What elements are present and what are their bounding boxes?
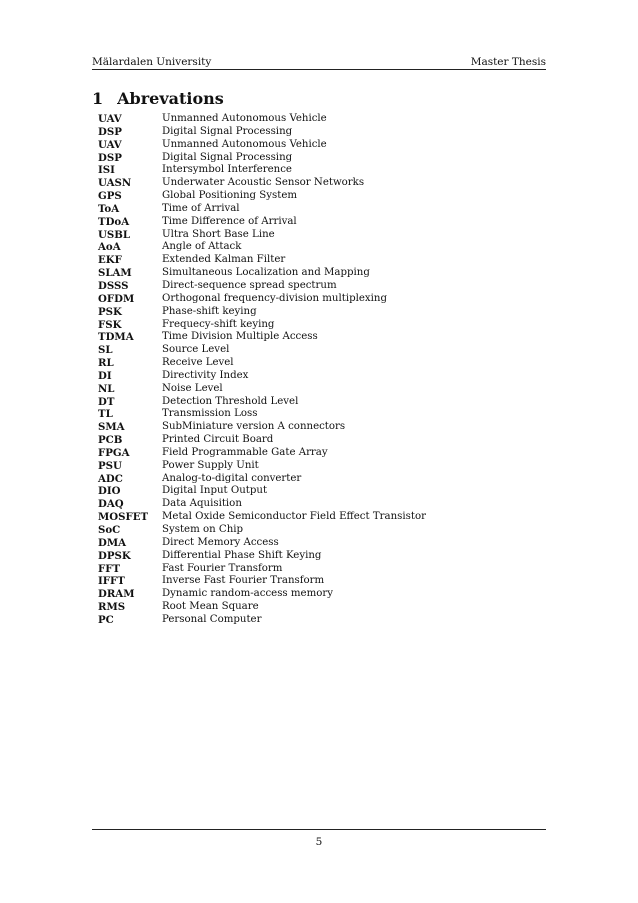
abbreviation-key: TDoA bbox=[98, 215, 130, 228]
abbreviation-row bbox=[98, 460, 426, 473]
abbreviation-definition: Inverse Fast Fourier Transform bbox=[162, 575, 325, 587]
abbreviation-key: PSK bbox=[98, 305, 122, 318]
abbreviation-definition: Noise Level bbox=[162, 382, 223, 394]
abbreviation-definition: Direct Memory Access bbox=[162, 536, 279, 548]
abbreviation-row bbox=[98, 447, 426, 460]
abbreviation-row bbox=[98, 370, 426, 383]
abbreviation-definition: System on Chip bbox=[162, 524, 244, 535]
abbreviation-row bbox=[98, 293, 426, 306]
abbreviation-key: SoC bbox=[98, 524, 121, 536]
abbreviation-key: TDMA bbox=[98, 331, 134, 344]
abbreviation-definition: Root Mean Square bbox=[162, 601, 259, 613]
page-number: 5 bbox=[315, 836, 323, 848]
abbreviation-definition: Frequecy-shift keying bbox=[162, 318, 275, 330]
abbreviation-row bbox=[98, 408, 426, 421]
abbreviation-definition: Transmission Loss bbox=[162, 408, 258, 420]
abbreviation-key: DPSK bbox=[98, 549, 131, 562]
abbreviation-list bbox=[98, 113, 426, 627]
abbreviation-key: DAQ bbox=[98, 498, 124, 511]
abbreviation-key: DSSS bbox=[98, 279, 129, 292]
abbreviation-key: DT bbox=[98, 395, 115, 408]
abbreviation-definition: Differential Phase Shift Keying bbox=[162, 549, 322, 561]
abbreviation-definition: Data Aquisition bbox=[162, 498, 242, 510]
abbreviation-key: DMA bbox=[98, 536, 127, 549]
abbreviation-row bbox=[98, 550, 426, 563]
abbreviation-definition: Time Division Multiple Access bbox=[162, 331, 318, 343]
abbreviation-definition: Power Supply Unit bbox=[162, 459, 259, 471]
abbreviation-row bbox=[98, 113, 426, 126]
abbreviation-row bbox=[98, 241, 426, 254]
abbreviation-definition: Metal Oxide Semiconductor Field Effect Transistor bbox=[162, 511, 426, 523]
abbreviation-definition: Unmanned Autonomous Vehicle bbox=[162, 113, 327, 124]
abbreviation-definition: Ultra Short Base Line bbox=[162, 228, 275, 240]
abbreviation-definition: Analog-to-digital converter bbox=[162, 472, 302, 484]
abbreviation-row bbox=[98, 216, 426, 229]
abbreviation-key: FFT bbox=[98, 562, 121, 575]
abbreviation-key: DI bbox=[98, 369, 112, 382]
abbreviation-row bbox=[98, 331, 426, 344]
abbreviation-key: GPS bbox=[98, 190, 122, 203]
abbreviation-definition: SubMiniature version A connectors bbox=[162, 421, 346, 433]
abbreviation-key: PSU bbox=[98, 459, 122, 472]
abbreviation-key: RL bbox=[98, 357, 114, 370]
section-title: Abrevations bbox=[117, 89, 224, 108]
abbreviation-key: FPGA bbox=[98, 446, 130, 459]
header-rule bbox=[92, 69, 546, 70]
abbreviation-definition: Field Programmable Gate Array bbox=[162, 446, 328, 458]
abbreviation-definition: Underwater Acoustic Sensor Networks bbox=[162, 177, 365, 189]
abbreviation-row bbox=[98, 575, 426, 588]
abbreviation-row bbox=[98, 524, 426, 537]
abbreviation-key: AoA bbox=[98, 241, 121, 254]
abbreviation-key: UAV bbox=[98, 138, 122, 151]
abbreviation-key: UASN bbox=[98, 177, 132, 190]
abbreviation-definition: Phase-shift keying bbox=[162, 305, 257, 317]
abbreviation-row bbox=[98, 203, 426, 216]
abbreviation-key: DSP bbox=[98, 125, 122, 138]
abbreviation-row bbox=[98, 319, 426, 332]
abbreviation-key: NL bbox=[98, 382, 115, 395]
abbreviation-definition: Global Positioning System bbox=[162, 190, 298, 202]
abbreviation-key: FSK bbox=[98, 318, 122, 331]
abbreviation-row bbox=[98, 126, 426, 139]
abbreviation-key: ADC bbox=[98, 472, 123, 485]
abbreviation-definition: Receive Level bbox=[162, 357, 234, 369]
abbreviation-definition: Extended Kalman Filter bbox=[162, 254, 286, 266]
abbreviation-definition: Time Difference of Arrival bbox=[162, 215, 297, 227]
abbreviation-key: SMA bbox=[98, 421, 125, 434]
page-header bbox=[92, 54, 546, 68]
abbreviation-row bbox=[98, 306, 426, 319]
abbreviation-definition: Time of Arrival bbox=[162, 202, 240, 214]
abbreviation-key: TL bbox=[98, 408, 113, 421]
abbreviation-definition: Source Level bbox=[162, 344, 230, 356]
abbreviation-key: DSP bbox=[98, 151, 122, 164]
abbreviation-row bbox=[98, 152, 426, 165]
abbreviation-row bbox=[98, 177, 426, 190]
footer-rule bbox=[92, 829, 546, 830]
abbreviation-definition: Digital Signal Processing bbox=[162, 151, 293, 163]
abbreviation-key: ToA bbox=[98, 202, 120, 215]
abbreviation-definition: Orthogonal frequency-division multiplexing bbox=[162, 292, 387, 304]
abbreviation-row bbox=[98, 421, 426, 434]
section-number: 1 bbox=[92, 89, 104, 108]
abbreviation-definition: Printed Circuit Board bbox=[162, 434, 274, 446]
abbreviation-definition: Unmanned Autonomous Vehicle bbox=[162, 138, 327, 150]
abbreviation-row bbox=[98, 267, 426, 280]
abbreviation-key: MOSFET bbox=[98, 511, 149, 524]
section-heading bbox=[92, 89, 224, 108]
abbreviation-row bbox=[98, 473, 426, 486]
abbreviation-key: OFDM bbox=[98, 292, 135, 305]
abbreviation-row bbox=[98, 498, 426, 511]
abbreviation-row bbox=[98, 614, 426, 627]
abbreviation-key: IFFT bbox=[98, 575, 125, 588]
abbreviation-key: USBL bbox=[98, 228, 131, 241]
abbreviation-definition: Digital Signal Processing bbox=[162, 125, 293, 137]
abbreviation-row bbox=[98, 601, 426, 614]
abbreviation-row bbox=[98, 357, 426, 370]
abbreviation-row bbox=[98, 280, 426, 293]
abbreviation-definition: Direct-sequence spread spectrum bbox=[162, 279, 337, 291]
abbreviation-row bbox=[98, 229, 426, 242]
abbreviation-row bbox=[98, 383, 426, 396]
abbreviation-key: DRAM bbox=[98, 588, 135, 601]
abbreviation-key: SL bbox=[98, 344, 113, 357]
abbreviation-key: UAV bbox=[98, 113, 122, 125]
abbreviation-definition: Dynamic random-access memory bbox=[162, 588, 333, 600]
header-university: Mälardalen University bbox=[92, 56, 212, 68]
abbreviation-row bbox=[98, 139, 426, 152]
abbreviation-row bbox=[98, 563, 426, 576]
abbreviation-key: PCB bbox=[98, 434, 123, 447]
abbreviation-row bbox=[98, 164, 426, 177]
abbreviation-row bbox=[98, 344, 426, 357]
abbreviation-definition: Simultaneous Localization and Mapping bbox=[162, 267, 370, 279]
abbreviation-row bbox=[98, 537, 426, 550]
abbreviation-definition: Directivity Index bbox=[162, 369, 249, 381]
abbreviation-definition: Intersymbol Interference bbox=[162, 164, 292, 176]
abbreviation-row bbox=[98, 434, 426, 447]
abbreviation-key: RMS bbox=[98, 601, 126, 614]
abbreviation-row bbox=[98, 511, 426, 524]
header-document-type: Master Thesis bbox=[470, 56, 546, 68]
abbreviation-key: EKF bbox=[98, 254, 122, 267]
abbreviation-key: SLAM bbox=[98, 267, 132, 280]
abbreviation-key: DIO bbox=[98, 485, 121, 498]
abbreviation-row bbox=[98, 396, 426, 409]
abbreviation-definition: Detection Threshold Level bbox=[162, 395, 299, 407]
abbreviation-definition: Angle of Attack bbox=[162, 241, 242, 253]
abbreviation-key: ISI bbox=[98, 164, 115, 177]
abbreviation-row bbox=[98, 588, 426, 601]
abbreviation-definition: Fast Fourier Transform bbox=[162, 562, 283, 574]
abbreviation-definition: Digital Input Output bbox=[162, 485, 268, 497]
abbreviation-key: PC bbox=[98, 613, 114, 626]
abbreviation-definition: Personal Computer bbox=[162, 613, 262, 625]
abbreviation-row bbox=[98, 485, 426, 498]
abbreviation-row bbox=[98, 254, 426, 267]
abbreviation-row bbox=[98, 190, 426, 203]
